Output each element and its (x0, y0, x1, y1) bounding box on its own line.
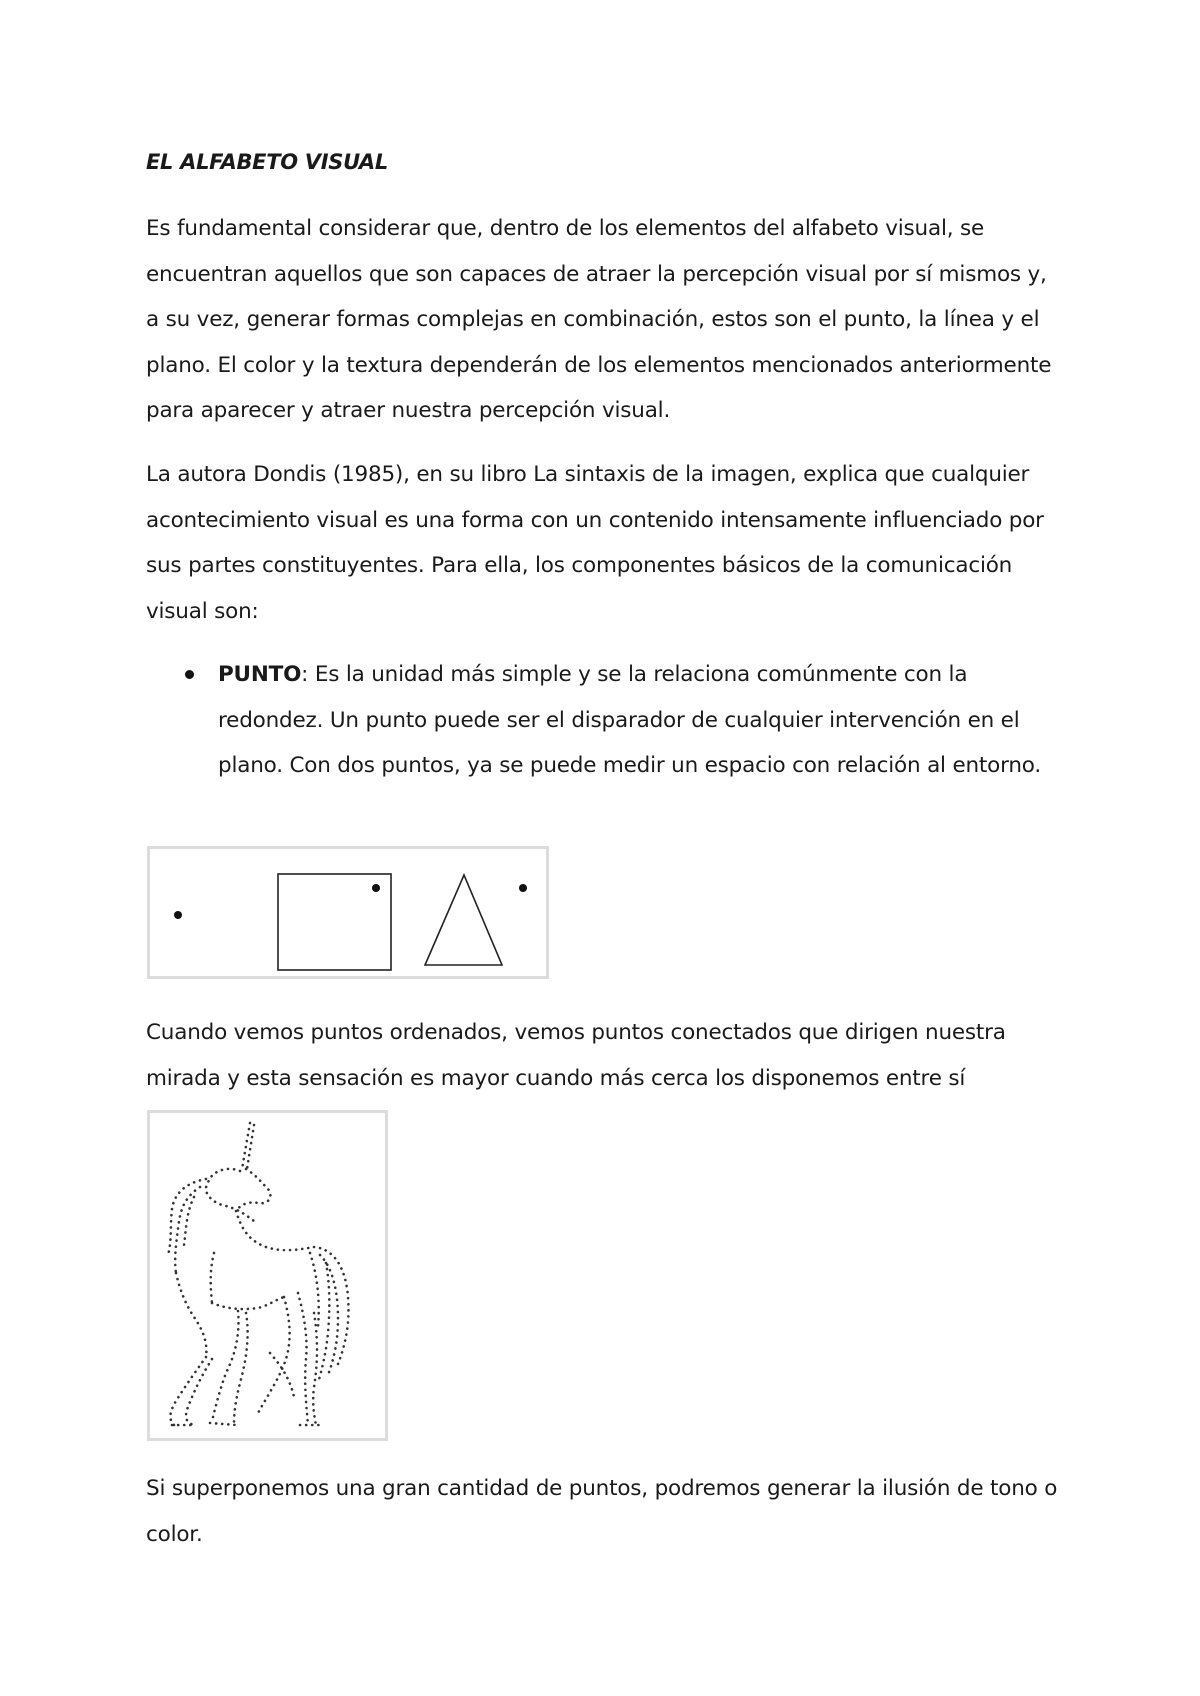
point-dot-right (519, 884, 527, 892)
paragraph-ordered-points: Cuando vemos puntos ordenados, vemos puntos conectados que dirigen nuestra mirada y esta sensación es mayor cuando más cerca los disponemos entre sí (146, 1020, 1006, 1091)
unicorn-dot-drawing (150, 1113, 385, 1438)
bullet-text: : Es la unidad más simple y se la relaciona comúnmente con la redondez. Un punto puede ser el disparador de cualquier intervención en el plano. Con dos puntos, ya se puede medir un espacio con relación al entorno. (218, 662, 1041, 778)
paragraph-intro: Es fundamental considerar que, dentro de los elementos del alfabeto visual, se encuentran aquellos que son capaces de atraer la percepción visual por sí mismos y, a su vez, generar formas complejas en combinación, estos son el punto, la línea y el plano. El color y la textura dependerán de los elementos mencionados anteriormente para aparecer y atraer nuestra percepción visual. (146, 216, 1052, 423)
point-dot-left (174, 911, 182, 919)
triangle-shape (425, 875, 502, 965)
bullet-icon (185, 670, 194, 679)
bullet-term: PUNTO (218, 662, 302, 687)
point-dot-square (372, 884, 380, 892)
paragraph-dondis: La autora Dondis (1985), en su libro La sintaxis de la imagen, explica que cualquier acontecimiento visual es una forma con un contenido intensamente influenciado por sus partes constituyentes. Para ella, los componentes básicos de la comunicación visual son: (146, 462, 1044, 624)
bullet-item-punto (218, 652, 1068, 789)
figure-dotted-unicorn (147, 1110, 388, 1441)
document-title: EL ALFABETO VISUAL (146, 150, 388, 174)
paragraph-superposition: Si superponemos una gran cantidad de puntos, podremos generar la ilusión de tono o color. (146, 1476, 1058, 1547)
figure-point-examples (147, 846, 549, 979)
